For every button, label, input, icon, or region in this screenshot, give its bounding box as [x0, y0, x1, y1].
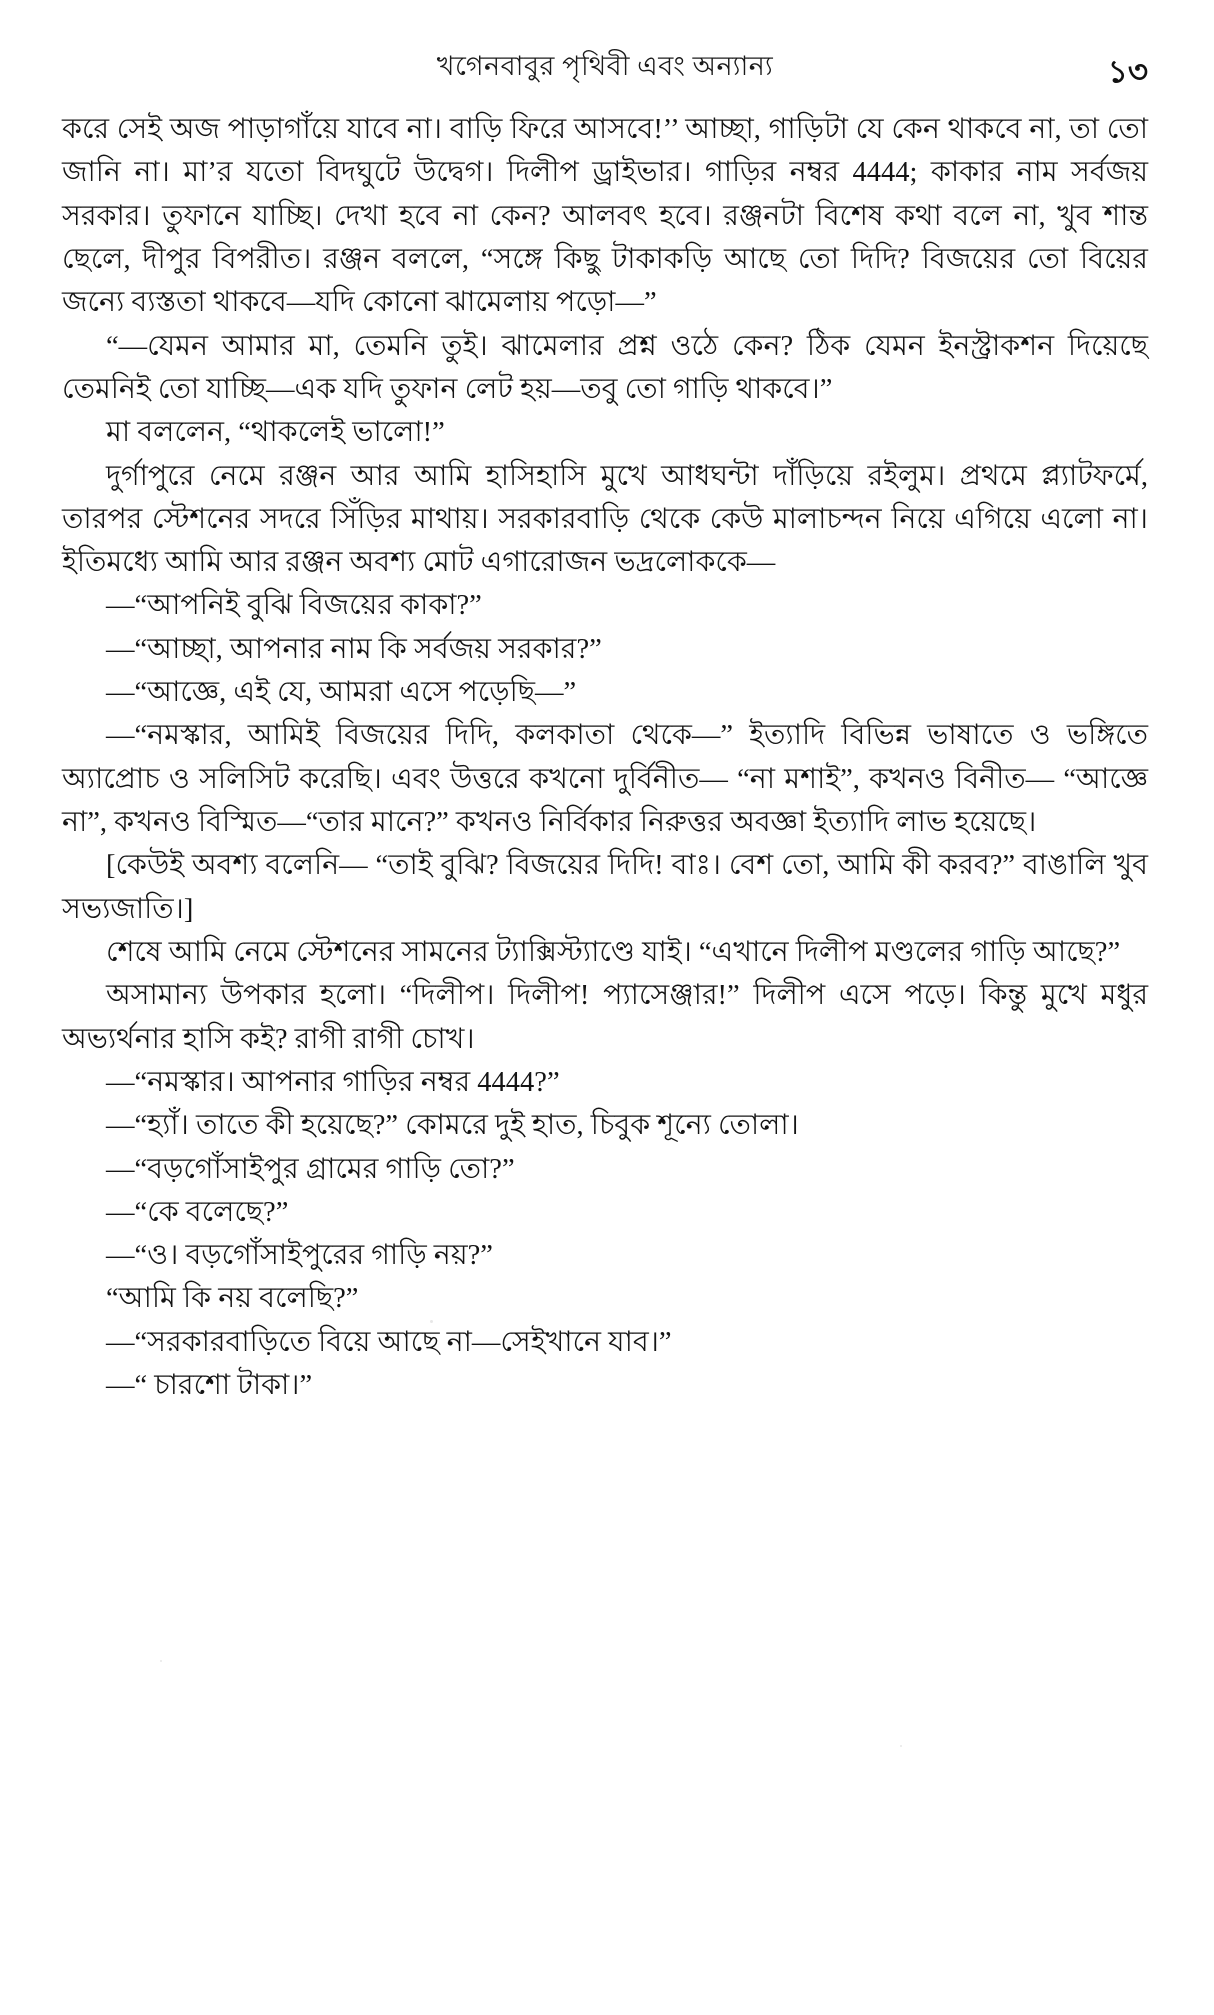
paragraph: অসামান্য উপকার হলো। “দিলীপ। দিলীপ! প্যাসেঞ্জার!” দিলীপ এসে পড়ে। কিন্তু মুখে মধুর অভ্যর্থনার হাসি কই? রাগী রাগী চোখ। — [62, 980, 1148, 1055]
dialogue-line: —“বড়গোঁসাইপুর গ্রামের গাড়ি তো?” — [106, 1153, 515, 1185]
page-speck — [900, 1745, 902, 1747]
paragraph: শেষে আমি নেমে স্টেশনের সামনের ট্যাক্সিস্ট্যাণ্ডে যাই। “এখানে দিলীপ মণ্ডলের গাড়ি আছে?” — [106, 936, 1121, 968]
page-speck — [160, 1660, 162, 1662]
page-number: ১৩ — [1107, 54, 1148, 89]
page-speck — [430, 1320, 433, 1323]
body-text — [62, 108, 1148, 1407]
book-title: খগেনবাবুর পৃথিবী এবং অন্যান্য — [436, 51, 774, 81]
dialogue-line: —“ চারশো টাকা।” — [106, 1370, 313, 1402]
paragraph: [কেউই অবশ্য বলেনি— “তাই বুঝি? বিজয়ের দিদি! বাঃ। বেশ তো, আমি কী করব?” বাঙালি খুব সভ্যজাতি।] — [62, 850, 1148, 925]
dialogue-line: —“নমস্কার। আপনার গাড়ির নম্বর 4444?” — [106, 1066, 560, 1098]
paragraph: দুর্গাপুরে নেমে রঞ্জন আর আমি হাসিহাসি মুখে আধঘন্টা দাঁড়িয়ে রইলুম। প্রথমে প্ল্যাটফর্মে, তারপর স্টেশনের সদরে সিঁড়ির মাথায়। সরকারবাড়ি থেকে কেউ মালাচন্দন নিয়ে এগিয়ে এলো না। ইতিমধ্যে আমি আর রঞ্জন অবশ্য মোট এগারোজন ভদ্রলোককে— — [62, 460, 1148, 579]
dialogue-line: “আমি কি নয় বলেছি?” — [106, 1283, 359, 1315]
dialogue-line: —“আপনিই বুঝি বিজয়ের কাকা?” — [106, 590, 482, 622]
running-header — [62, 46, 1148, 98]
dialogue-line: —“কে বলেছে?” — [106, 1196, 289, 1228]
dialogue-line: —“সরকারবাড়িতে বিয়ে আছে না—সেইখানে যাব।” — [106, 1326, 672, 1358]
dialogue-line: —“ও। বড়গোঁসাইপুরের গাড়ি নয়?” — [106, 1240, 493, 1272]
paragraph: —“নমস্কার, আমিই বিজয়ের দিদি, কলকাতা থেকে—” ইত্যাদি বিভিন্ন ভাষাতে ও ভঙ্গিতে অ্যাপ্রোচ ও সলিসিট করেছি। এবং উত্তরে কখনো দুর্বিনীত— “না মশাই”, কখনও বিনীত— “আজ্ঞে না”, কখনও বিস্মিত—“তার মানে?” কখনও নির্বিকার নিরুত্তর অবজ্ঞা ইত্যাদি লাভ হয়েছে। — [62, 720, 1148, 838]
paragraph: মা বললেন, “থাকলেই ভালো!” — [106, 417, 445, 449]
paragraph: “—যেমন আমার মা, তেমনি তুই। ঝামেলার প্রশ্ন ওঠে কেন? ঠিক যেমন ইনস্ট্রাকশন দিয়েছে তেমনিই তো যাচ্ছি—এক যদি তুফান লেট হয়—তবু তো গাড়ি থাকবে।” — [62, 330, 1148, 405]
dialogue-line: —“আচ্ছা, আপনার নাম কি সর্বজয় সরকার?” — [106, 633, 602, 665]
dialogue-line: —“হ্যাঁ। তাতে কী হয়েছে?” কোমরে দুই হাত, চিবুক শূন্যে তোলা। — [106, 1110, 799, 1142]
dialogue-line: —“আজ্ঞে, এই যে, আমরা এসে পড়েছি—” — [106, 677, 577, 709]
paragraph: করে সেই অজ পাড়াগাঁয়ে যাবে না। বাড়ি ফিরে আসবে!’’ আচ্ছা, গাড়িটা যে কেন থাকবে না, তা তো জানি না। মা’র যতো বিদঘুটে উদ্বেগ। দিলীপ ড্রাইভার। গাড়ির নম্বর 4444; কাকার নাম সর্বজয় সরকার। তুফানে যাচ্ছি। দেখা হবে না কেন? আলবৎ হবে। রঞ্জনটা বিশেষ কথা বলে না, খুব শান্ত ছেলে, দীপুর বিপরীত। রঞ্জন বললে, “সঙ্গে কিছু টাকাকড়ি আছে তো দিদি? বিজয়ের তো বিয়ের জন্যে ব্যস্ততা থাকবে—যদি কোনো ঝামেলায় পড়ো—” — [62, 114, 1148, 319]
